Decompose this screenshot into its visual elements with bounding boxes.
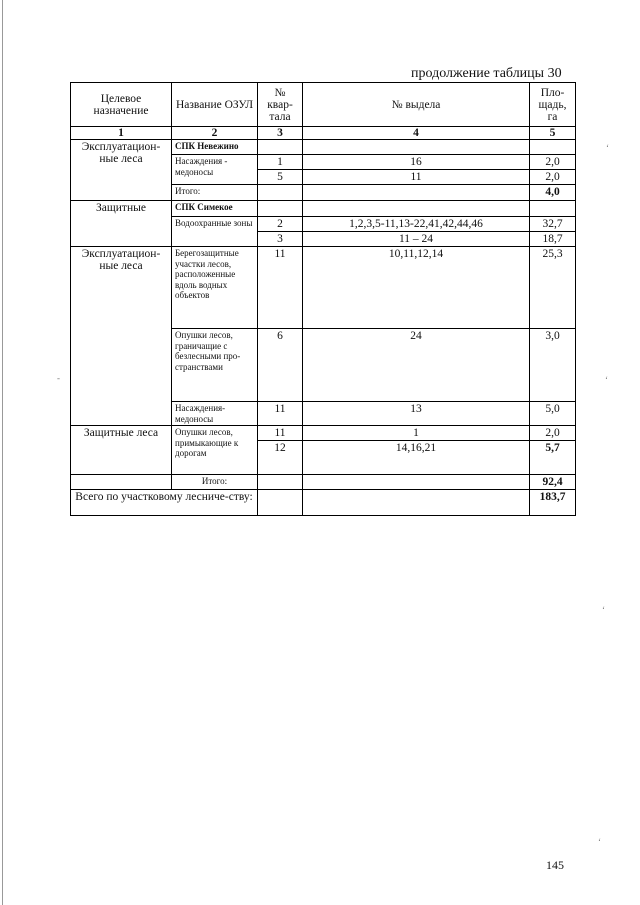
scan-mark: ʻ (602, 605, 605, 615)
scan-mark: ʻ (605, 375, 608, 385)
kvartal-cell: 2 (258, 217, 303, 232)
grand-total-label: Всего по участковому лесниче-ству: (71, 490, 258, 516)
vydel-cell: 13 (303, 402, 530, 426)
header-ozul: Название ОЗУЛ (172, 83, 258, 127)
column-number: 1 (71, 127, 172, 140)
kvartal-cell: 5 (258, 170, 303, 185)
table-row (71, 140, 576, 155)
ozul-category-cell: Опушки лесов, граничащие с безлесными про-странствами (172, 329, 258, 402)
vydel-cell: 11 (303, 170, 530, 185)
column-number: 4 (303, 127, 530, 140)
header-kvartal: № квар-тала (258, 83, 303, 127)
purpose-cell: Эксплуатацион-ные леса (71, 140, 172, 201)
scan-edge-line (2, 0, 3, 905)
vydel-cell: 1,2,3,5-11,13-22,41,42,44,46 (303, 217, 530, 232)
area-cell: 3,0 (530, 329, 576, 402)
grand-total-area: 183,7 (530, 490, 576, 516)
vydel-cell: 24 (303, 329, 530, 402)
subtotal-row (71, 475, 576, 490)
table-header-row (71, 83, 576, 127)
area-cell: 18,7 (530, 232, 576, 247)
column-numbers-row (71, 127, 576, 140)
grand-total-row (71, 490, 576, 516)
area-cell: 32,7 (530, 217, 576, 232)
scan-mark: ʻ (598, 837, 601, 847)
area-cell: 2,0 (530, 426, 576, 441)
kvartal-cell: 1 (258, 155, 303, 170)
vydel-cell: 11 – 24 (303, 232, 530, 247)
subtotal-label: Итого: (172, 475, 258, 490)
page-number: 145 (546, 858, 564, 872)
header-purpose: Целевое назначение (71, 83, 172, 127)
kvartal-cell: 6 (258, 329, 303, 402)
column-number: 5 (530, 127, 576, 140)
scan-mark: ʻ (606, 143, 609, 153)
ozul-category-cell: Водоохранные зоны (172, 217, 258, 247)
area-cell: 25,3 (530, 247, 576, 329)
ozul-owner-cell: СПК Симекое (172, 201, 258, 217)
area-cell: 2,0 (530, 170, 576, 185)
area-cell: 5,7 (530, 441, 576, 475)
table-row (71, 247, 576, 329)
purpose-cell: Защитные леса (71, 426, 172, 475)
subtotal-area: 4,0 (530, 185, 576, 201)
kvartal-cell: 12 (258, 441, 303, 475)
kvartal-cell: 11 (258, 247, 303, 329)
column-number: 3 (258, 127, 303, 140)
ozul-category-cell: Берегозащитные участки лесов, расположенные вдоль водных объектов (172, 247, 258, 329)
purpose-cell: Эксплуатацион-ные леса (71, 247, 172, 426)
table-row (71, 426, 576, 441)
header-vydel: № выдела (303, 83, 530, 127)
vydel-cell: 16 (303, 155, 530, 170)
vydel-cell: 1 (303, 426, 530, 441)
ozul-category-cell: Насаждения-медоносы (172, 402, 258, 426)
kvartal-cell: 3 (258, 232, 303, 247)
header-area: Пло-щадь, га (530, 83, 576, 127)
scan-mark: - (57, 373, 60, 383)
kvartal-cell: 11 (258, 426, 303, 441)
subtotal-label: Итого: (172, 185, 258, 201)
subtotal-area: 92,4 (530, 475, 576, 490)
ozul-category-cell: Опушки лесов, примыкающие к дорогам (172, 426, 258, 475)
forest-areas-table (70, 82, 576, 516)
table-continuation-caption: продолжение таблицы 30 (411, 66, 562, 81)
kvartal-cell: 11 (258, 402, 303, 426)
ozul-category-cell: Насаждения - медоносы (172, 155, 258, 185)
vydel-cell: 14,16,21 (303, 441, 530, 475)
area-cell: 5,0 (530, 402, 576, 426)
purpose-cell: Защитные (71, 201, 172, 247)
table-row (71, 201, 576, 217)
vydel-cell: 10,11,12,14 (303, 247, 530, 329)
ozul-owner-cell: СПК Невежино (172, 140, 258, 155)
area-cell: 2,0 (530, 155, 576, 170)
column-number: 2 (172, 127, 258, 140)
